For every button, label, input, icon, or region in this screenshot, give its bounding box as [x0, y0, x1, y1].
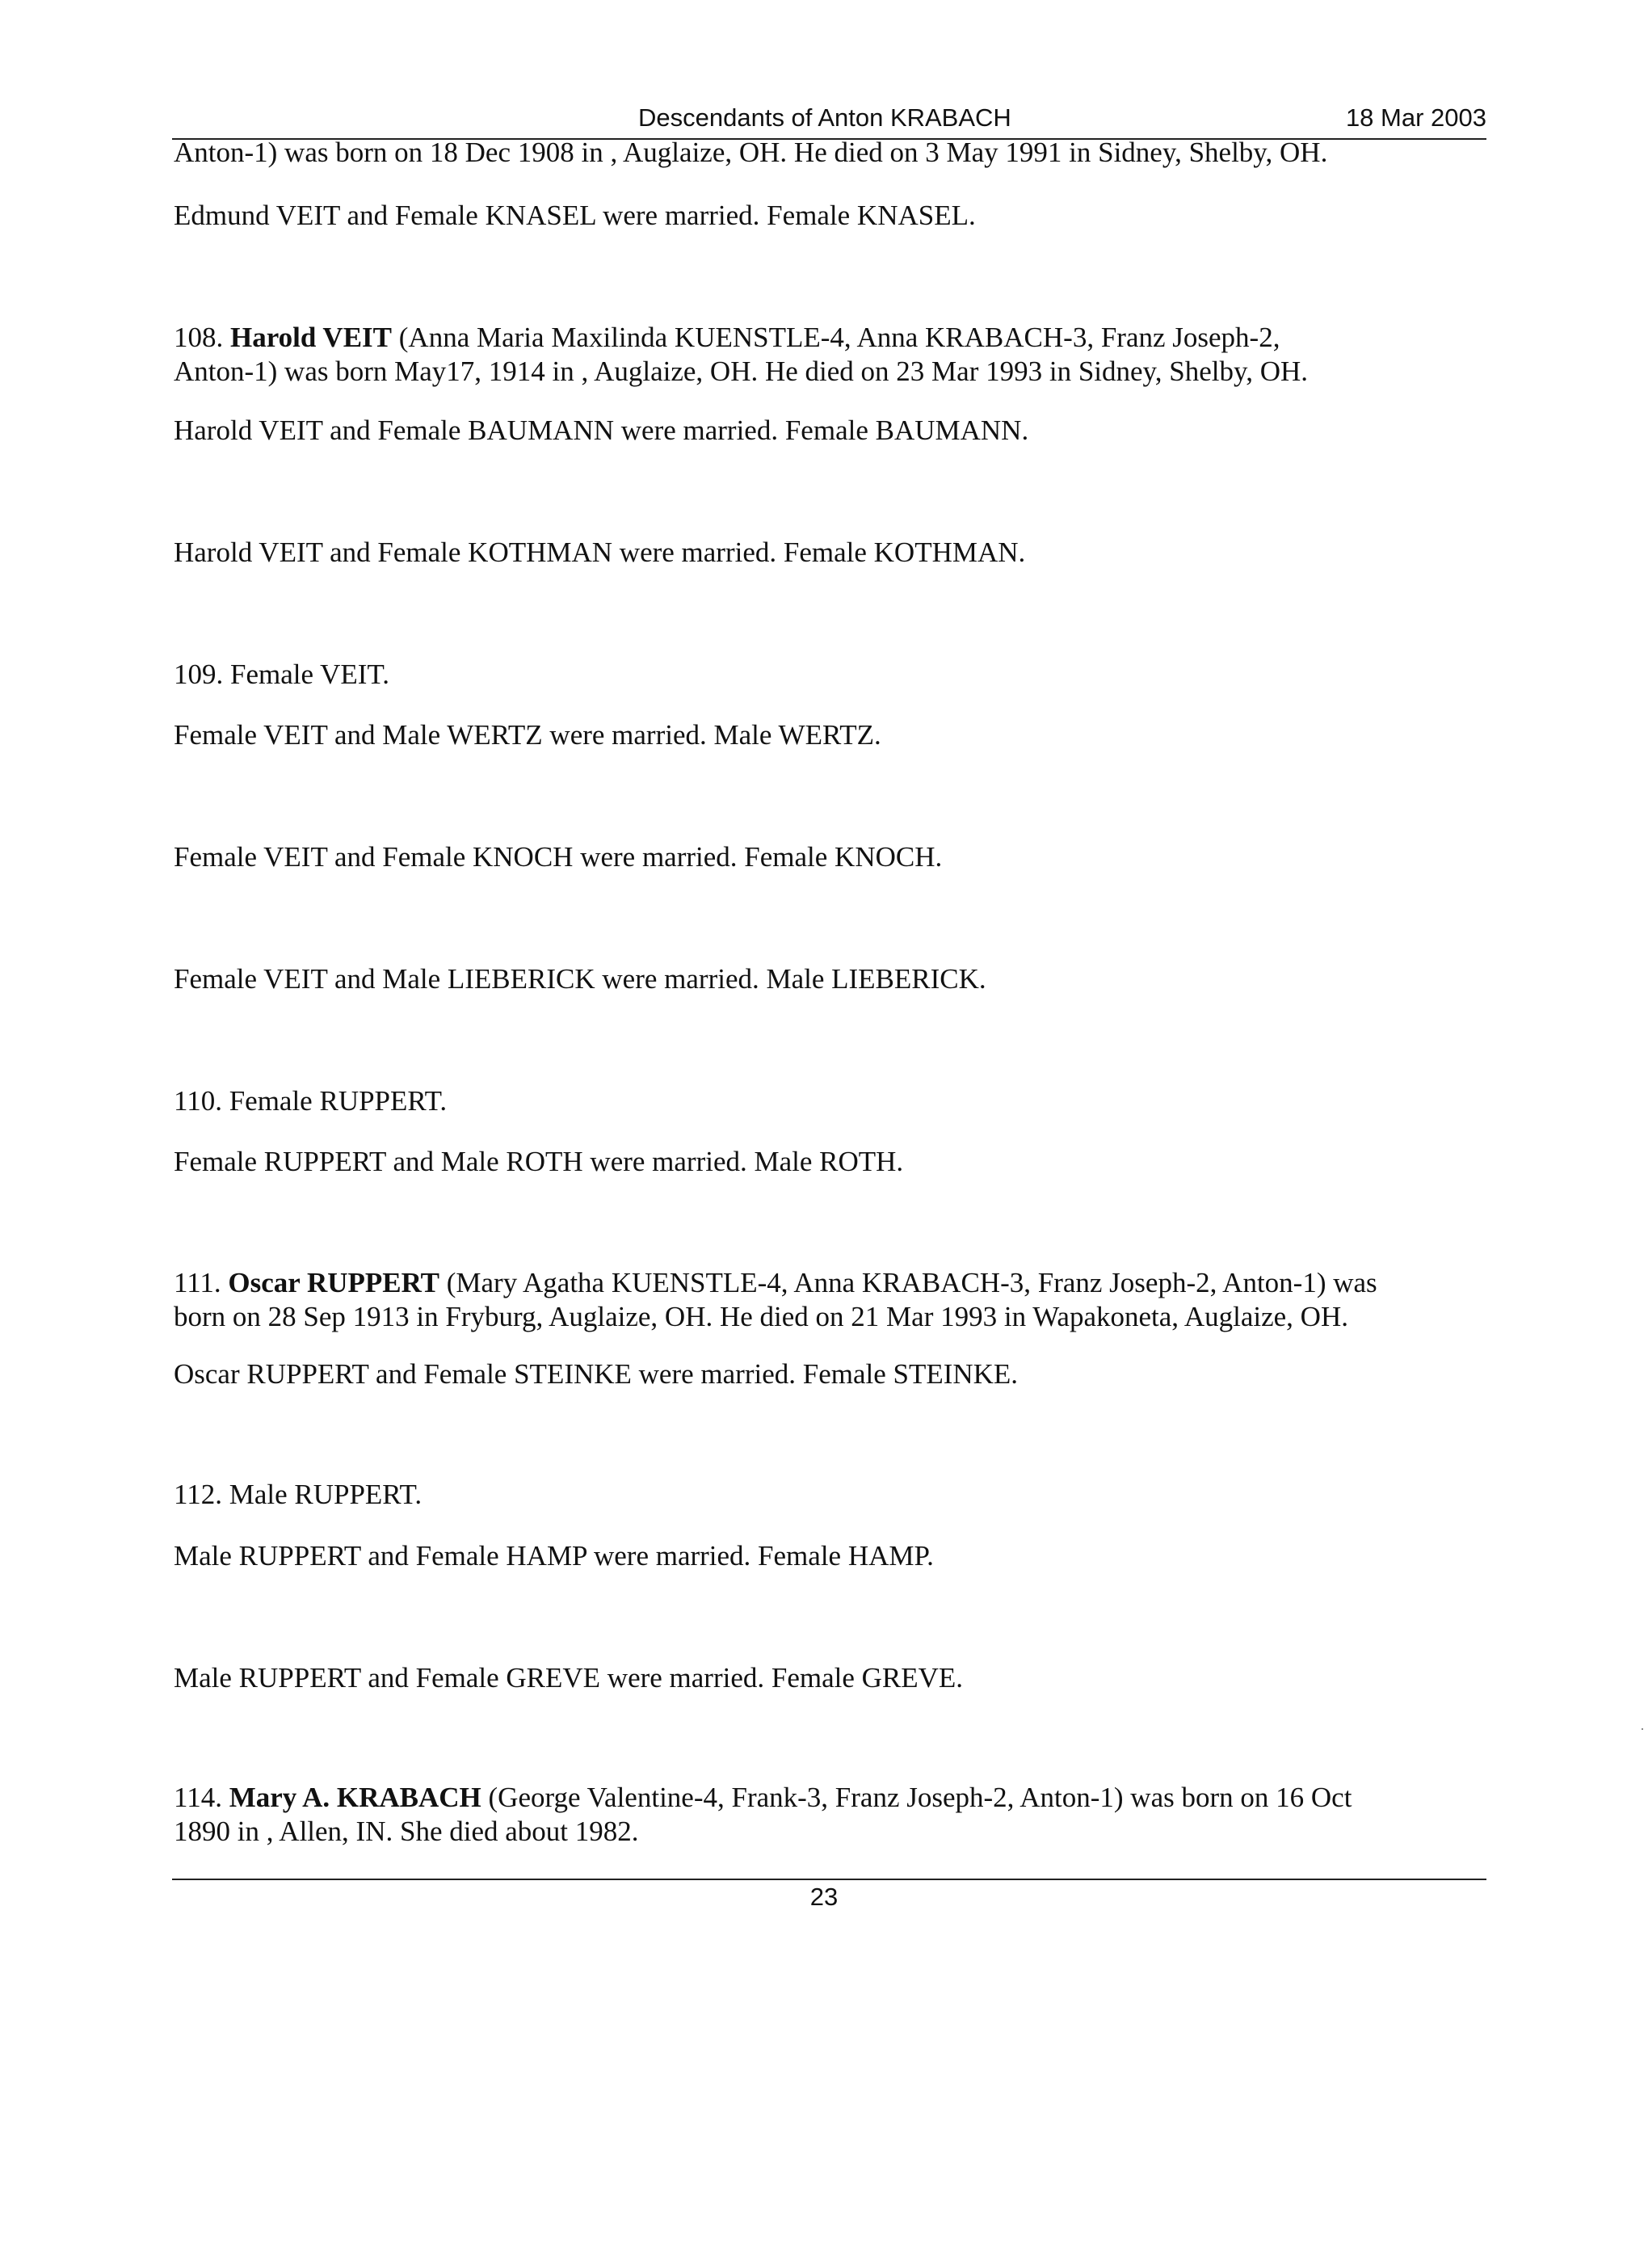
paragraph-text: 110. Female RUPPERT. [174, 1085, 448, 1117]
paragraph-text: Male RUPPERT and Female GREVE were married. Female GREVE. [174, 1662, 964, 1694]
continuation-line [174, 136, 1499, 170]
footer-rule [172, 1879, 1486, 1880]
paragraph-text: Male RUPPERT and Female HAMP were married. Female HAMP. [174, 1540, 934, 1572]
marriage-line [174, 718, 1499, 752]
paragraph-text: Harold VEIT and Female KOTHMAN were married. Female KOTHMAN. [174, 536, 1026, 568]
header-title: Descendants of Anton KRABACH [638, 103, 1011, 132]
paragraph-text: Anton-1) was born on 18 Dec 1908 in , Auglaize, OH. He died on 3 May 1991 in Sidney, Shelby, OH. [174, 137, 1328, 168]
paragraph-text: 109. Female VEIT. [174, 659, 389, 690]
page-number: 23 [809, 1883, 839, 1911]
entry-114 [174, 1781, 1499, 1849]
entry-112 [174, 1478, 1499, 1512]
marriage-line [174, 199, 1499, 233]
marriage-line [174, 414, 1499, 448]
paragraph-text: 112. Male RUPPERT. [174, 1479, 423, 1510]
entry-details: born on 28 Sep 1913 in Fryburg, Auglaize, OH. He died on 21 Mar 1993 in Wapakoneta, Auglaize, OH. [174, 1301, 1348, 1332]
marriage-line [174, 962, 1499, 996]
entry-number: 114. [174, 1782, 222, 1813]
marriage-line [174, 1539, 1499, 1573]
entry-name: Mary A. KRABACH [229, 1782, 481, 1813]
entry-109 [174, 658, 1499, 692]
paragraph-text: Harold VEIT and Female BAUMANN were married. Female BAUMANN. [174, 414, 1029, 446]
header-date: 18 Mar 2003 [1345, 103, 1486, 132]
entry-details: 1890 in , Allen, IN. She died about 1982. [174, 1816, 639, 1847]
entry-lineage: (Mary Agatha KUENSTLE-4, Anna KRABACH-3, Franz Joseph-2, Anton-1) was [439, 1267, 1377, 1298]
entry-lineage: (George Valentine-4, Frank-3, Franz Joseph-2, Anton-1) was born on 16 Oct [481, 1782, 1352, 1813]
paragraph-text: Female RUPPERT and Male ROTH were married. Male ROTH. [174, 1146, 904, 1177]
entry-lineage: (Anna Maria Maxilinda KUENSTLE-4, Anna KRABACH-3, Franz Joseph-2, [392, 322, 1280, 353]
entry-110 [174, 1084, 1499, 1118]
entry-number: 108. [174, 322, 224, 353]
paragraph-text: Oscar RUPPERT and Female STEINKE were married. Female STEINKE. [174, 1358, 1019, 1390]
marriage-line [174, 536, 1499, 570]
entry-name: Oscar RUPPERT [228, 1267, 439, 1298]
paragraph-text: Female VEIT and Male LIEBERICK were married. Male LIEBERICK. [174, 963, 986, 995]
marriage-line [174, 1145, 1499, 1179]
marriage-line [174, 1357, 1499, 1391]
paragraph-text: Female VEIT and Female KNOCH were married. Female KNOCH. [174, 841, 943, 873]
entry-108 [174, 321, 1499, 389]
paragraph-text: Female VEIT and Male WERTZ were married. Male WERTZ. [174, 719, 881, 751]
scan-speck [1642, 1728, 1643, 1730]
entry-111 [174, 1266, 1499, 1334]
running-header [174, 103, 1486, 139]
entry-details: Anton-1) was born May17, 1914 in , Auglaize, OH. He died on 23 Mar 1993 in Sidney, Shelby, OH. [174, 356, 1309, 387]
paragraph-text: Edmund VEIT and Female KNASEL were married. Female KNASEL. [174, 200, 976, 231]
entry-number: 111. [174, 1267, 221, 1298]
marriage-line [174, 1661, 1499, 1695]
entry-name: Harold VEIT [230, 322, 393, 353]
marriage-line [174, 840, 1499, 874]
